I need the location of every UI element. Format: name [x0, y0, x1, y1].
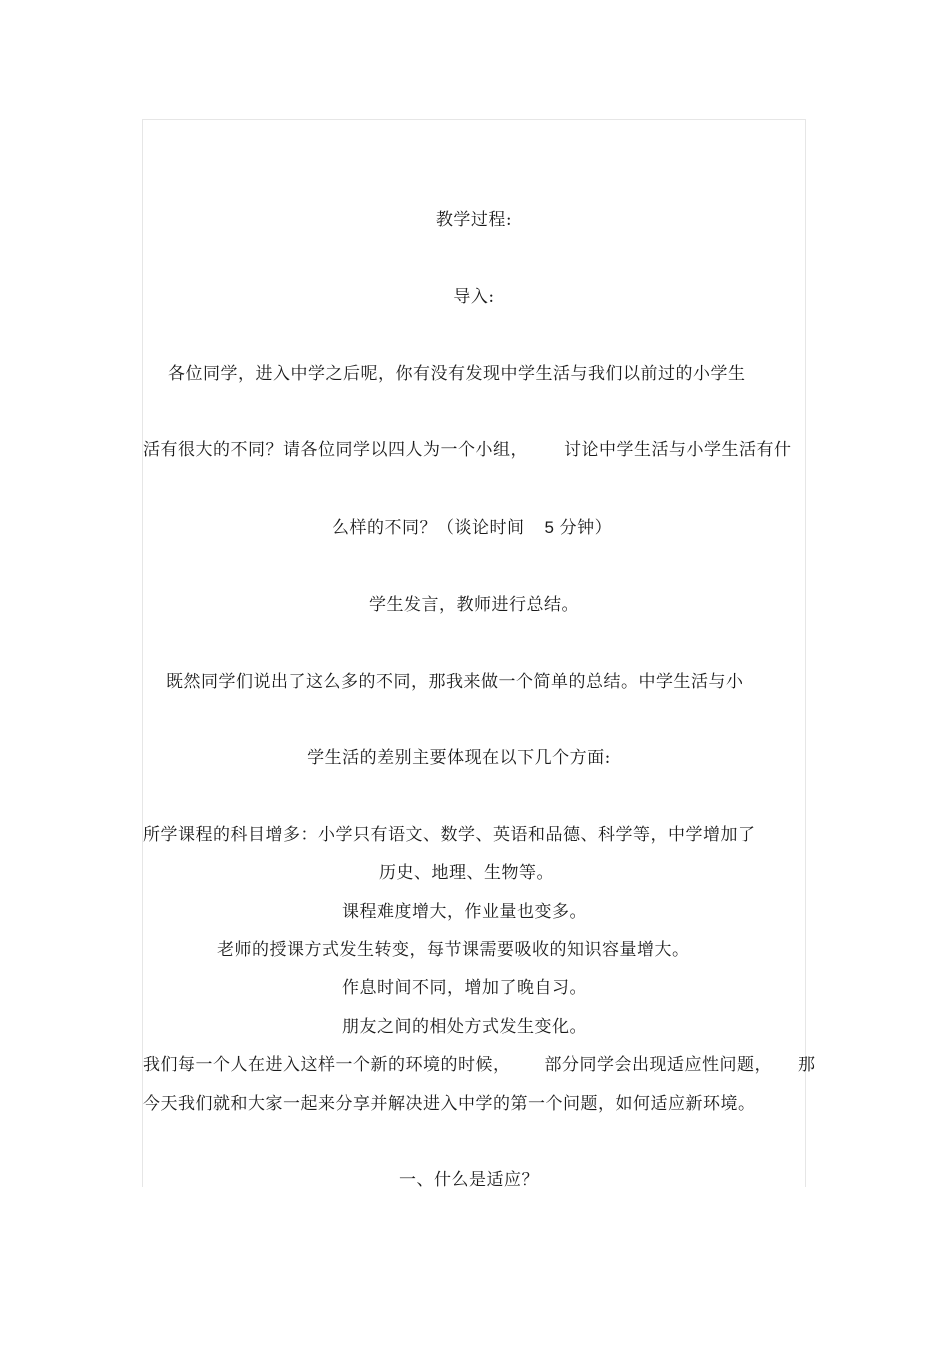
difference-item5: 朋友之间的相处方式发生变化。	[342, 1017, 587, 1037]
para1-line2-part-a: 活有很大的不同？请各位同学以四人为一个小组，	[143, 440, 528, 460]
difference-item3: 老师的授课方式发生转变，每节课需要吸收的知识容量增大。	[217, 940, 690, 960]
para3-line1-part-a: 我们每一个人在进入这样一个新的环境的时候，	[143, 1055, 511, 1075]
para1-line3-part-a: 么样的不同？（谈论时间	[332, 518, 525, 538]
para2-line1: 既然同学们说出了这么多的不同，那我来做一个简单的总结。中学生活与小	[166, 672, 744, 692]
section-one-heading: 一、什么是适应？	[399, 1170, 539, 1190]
para3-line1-part-c: 那	[798, 1055, 816, 1075]
para1-line2	[143, 439, 792, 461]
difference-item1-line2: 历史、地理、生物等。	[379, 863, 554, 883]
para3-line2: 今天我们就和大家一起来分享并解决进入中学的第一个问题，如何适应新环境。	[143, 1094, 756, 1114]
para2-line2: 学生活的差别主要体现在以下几个方面:	[307, 748, 611, 768]
difference-item1-line1: 所学课程的科目增多：小学只有语文、数学、英语和品德、科学等，中学增加了	[143, 825, 756, 845]
para1-line2-part-b: 讨论中学生活与小学生活有什	[564, 440, 792, 460]
student-speech-line: 学生发言，教师进行总结。	[369, 595, 579, 615]
para1-line3	[332, 517, 612, 539]
para3-line1-part-b: 部分同学会出现适应性问题，	[544, 1055, 772, 1075]
para1-line3-part-b: 5 分钟）	[544, 518, 613, 537]
difference-item4: 作息时间不同，增加了晚自习。	[342, 978, 587, 998]
para3-line1	[143, 1054, 816, 1076]
heading-teaching-process: 教学过程:	[435, 210, 513, 230]
difference-item2: 课程难度增大，作业量也变多。	[342, 902, 587, 922]
heading-introduction: 导入:	[453, 287, 495, 307]
para1-line1: 各位同学，进入中学之后呢，你有没有发现中学生活与我们以前过的小学生	[168, 364, 746, 384]
